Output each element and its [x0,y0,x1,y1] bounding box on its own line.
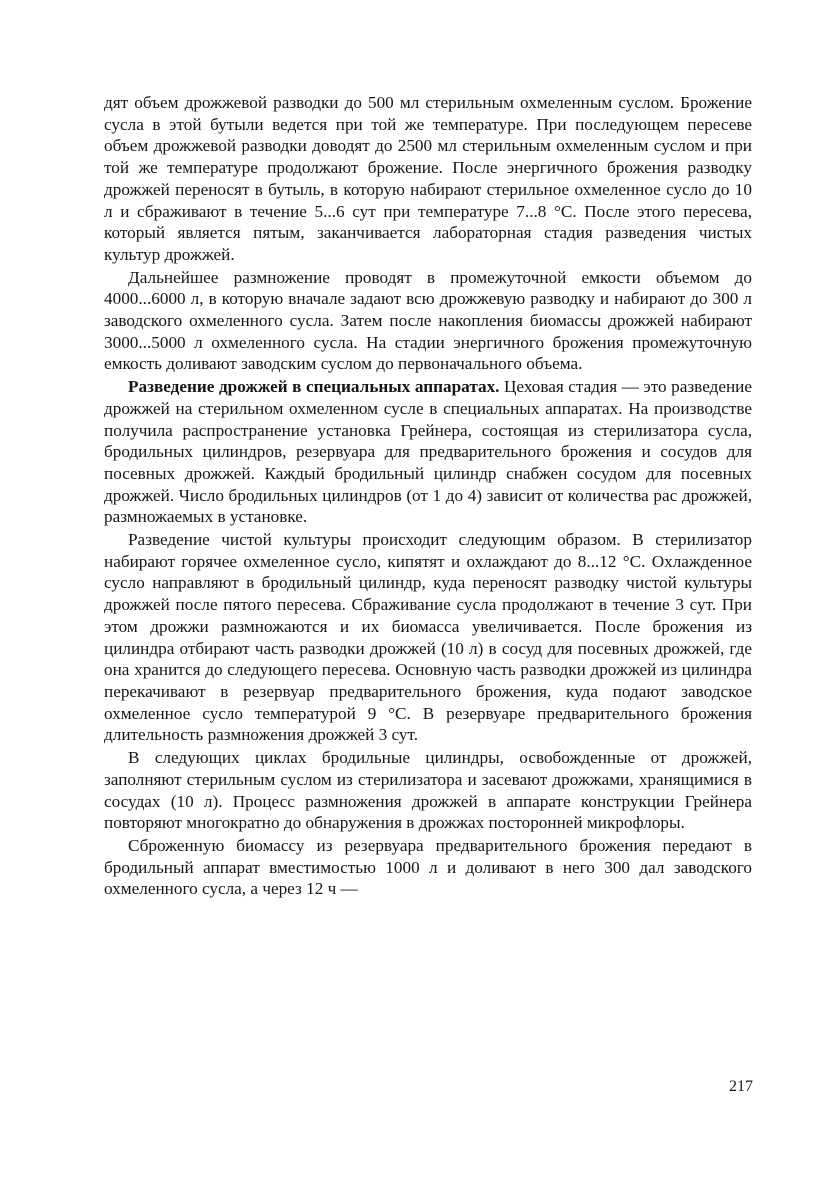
paragraph-text: Сброженную биомассу из резервуара предварительного брожения передают в бродильный аппарат вместимостью 1000 л и доливают в него 300 дал заводского охмеленного сусла, а через 12 ч — [104,835,752,899]
paragraph [104,267,752,376]
paragraph-text: Цеховая стадия — это разведение дрожжей на стерильном охмеленном сусле в специальных аппаратах. На производстве получила распространение установка Грейнера, состоящая из стерилизатора сусла, бродильных цилиндров, резервуара для предварительного брожения и сосудов для посевных дрожжей. Каждый бродильный цилиндр снабжен сосудом для посевных дрожжей. Число бродильных цилиндров (от 1 до 4) зависит от количества рас дрожжей, размножаемых в установке. [104,377,752,527]
paragraph [104,529,752,746]
body-text [104,92,752,900]
paragraph [104,92,752,266]
paragraph [104,835,752,900]
paragraph-text: В следующих циклах бродильные цилиндры, освобожденные от дрожжей, заполняют стерильным суслом из стерилизатора и засевают дрожжами, хранящимися в сосудах (10 л). Процесс размножения дрожжей в аппарате конструкции Грейнера повторяют многократно до обнаружения в дрожжах посторонней микрофлоры. [104,748,752,833]
paragraph-text: Разведение чистой культуры происходит следующим образом. В стерилизатор набирают горячее охмеленное сусло, кипятят и охлаждают до 8...12 °С. Охлажденное сусло направляют в бродильный цилиндр, куда переносят разводку чистой культуры дрожжей после пятого пересева. Сбраживание сусла продолжают в течение 3 сут. При этом дрожжи размножаются и их биомасса увеличивается. После брожения из цилиндра отбирают часть разводки дрожжей (10 л) в сосуд для посевных дрожжей, где она хранится до следующего пересева. Основную часть разводки дрожжей из цилиндра перекачивают в резервуар предварительного брожения, куда подают заводское охмеленное сусло температурой 9 °С. В резервуаре предварительного брожения длительность размножения дрожжей 3 сут. [104,530,752,745]
section-heading: Разведение дрожжей в специальных аппаратах. [128,377,500,397]
paragraph [104,747,752,834]
paragraph [104,376,752,528]
paragraph-text: Дальнейшее размножение проводят в промежуточной емкости объемом до 4000...6000 л, в которую вначале задают всю дрожжевую разводку и набирают до 300 л заводского охмеленного сусла. Затем после накопления биомассы дрожжей набирают 3000...5000 л охмеленного сусла. На стадии энергичного брожения промежуточную емкость доливают заводским суслом до первоначального объема. [104,267,752,374]
paragraph-text: дят объем дрожжевой разводки до 500 мл стерильным охмеленным суслом. Брожение сусла в этой бутыли ведется при той же температуре. При последующем пересеве объем дрожжевой разводки доводят до 2500 мл стерильным охмеленным суслом и при той же температуре продолжают брожение. После энергичного брожения разводку дрожжей переносят в бутыль, в которую набирают стерильное охмеленное сусло до 10 л и сбраживают в течение 5...6 сут при температуре 7...8 °С. После этого пересева, который является пятым, заканчивается лабораторная стадия разведения чистых культур дрожжей. [104,93,752,264]
page-number: 217 [729,1078,753,1095]
